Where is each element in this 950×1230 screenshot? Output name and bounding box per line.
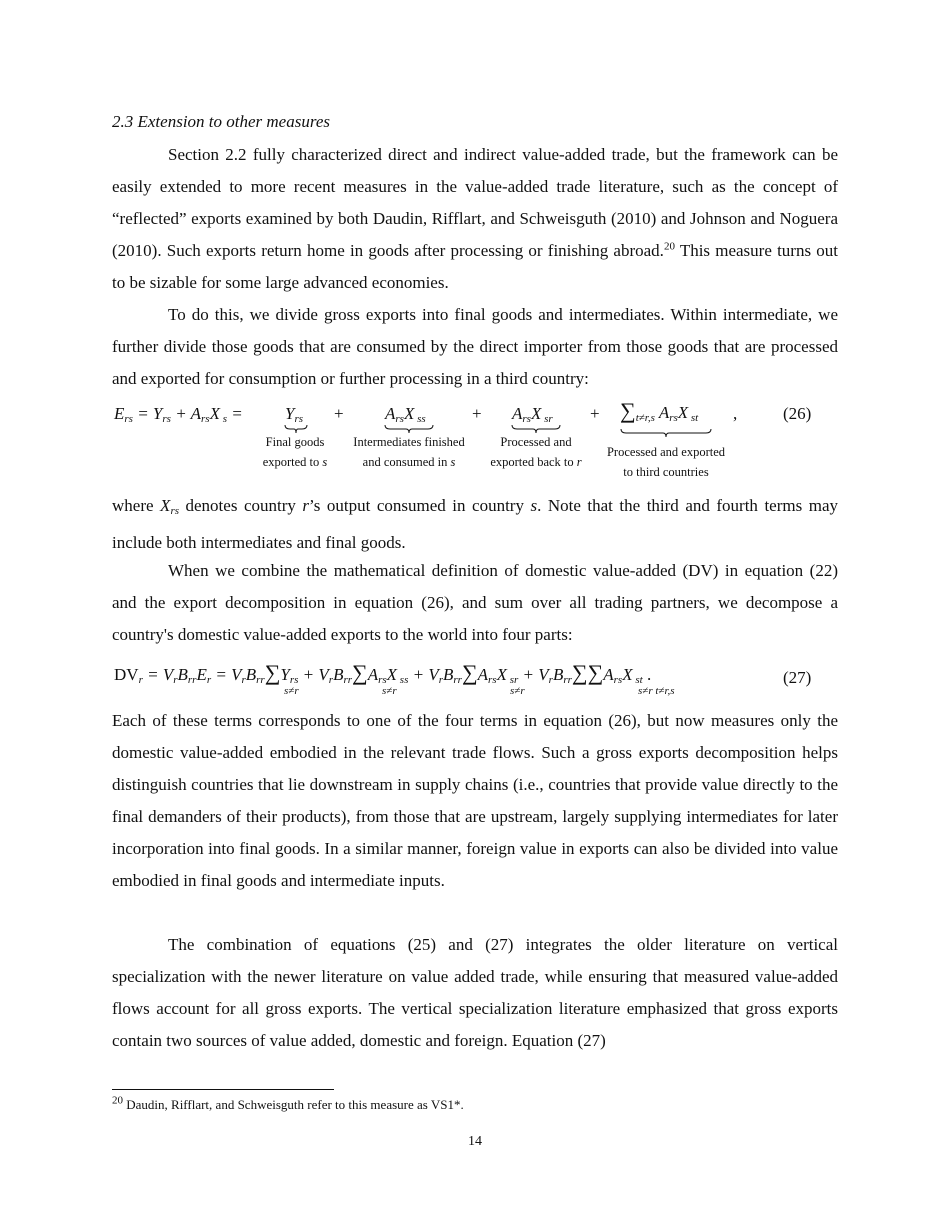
eq26-label-processed-third: Processed and exported to third countries bbox=[606, 445, 726, 479]
eq26-plus-2: + bbox=[472, 404, 482, 423]
eq27-sum-index-2: s≠r bbox=[382, 685, 397, 697]
eq26-comma: , bbox=[733, 404, 738, 423]
paragraph-3: where $X_{rs}$ denotes country r’s output consumed in country s. Note that the third and fourth terms may include both intermediates and final goods. bbox=[112, 496, 838, 552]
eq26-term-intermediates: $A_{rs}X$ $_{ss}$ bbox=[385, 404, 426, 425]
paragraph-4: When we combine the mathematical definition of domestic value-added (DV) in equation (22) and the export decomposition in equation (26), and sum over all trading partners, we decompose a country's domestic value-added exports to the world into four parts: bbox=[112, 561, 838, 644]
footnote-20: $^{20}$ Daudin, Rifflart, and Schweisguth refer to this measure as VS1*. bbox=[112, 1094, 464, 1112]
eq26-label-intermediates: Intermediates finished and consumed in s bbox=[353, 435, 465, 469]
eq26-term-processed-third: $\sum_{t\ne r,s}$ $A_{rs}X$ $_{st}$ bbox=[620, 398, 699, 424]
eq27-number: (27) bbox=[783, 668, 812, 687]
paragraph-1-text-a: Section 2.2 fully characterized direct and indirect value-added trade, but the framework can be easily extended to more recent measures in the value-added trade literature, such as the concept of “reflected” exports examined by both Daudin, Rifflart, and Schweisguth (2010) and Johnson and Noguera (2010). Such exports return home in goods after processing or finishing abroad. bbox=[112, 145, 838, 260]
eq26-label-processed-back: Processed and exported back to r bbox=[490, 435, 582, 469]
eq26-term-processed-back: $A_{rs}X$ $_{sr}$ bbox=[512, 404, 553, 425]
eq27-body: $DV_r = V_rB_{rr}E_r = V_rB_{rr}\sum Y_{rs} + V_rB_{rr}\sum A_{rs}X$ $_{ss} + V_rB_{rr}\sum A_{rs}X$ $_{sr} + V_rB_{rr}\sum\sum A_{rs}X$ $_{st}$ . bbox=[114, 660, 652, 686]
page-number: 14 bbox=[468, 1134, 482, 1149]
paragraph-1 bbox=[112, 139, 838, 299]
eq26-plus-3: + bbox=[590, 404, 600, 423]
eq26-lhs: $E_{rs} = Y_{rs} + A_{rs}X$ $_s$ = bbox=[114, 404, 243, 425]
eq27-sum-index-3: s≠r bbox=[510, 685, 525, 697]
footnote-ref-20[interactable]: 20 bbox=[663, 240, 675, 253]
eq26-term-final: $Y_{rs}$ bbox=[285, 404, 304, 425]
eq27-sum-index-4: s≠r t≠r,s bbox=[638, 685, 675, 697]
eq26-label-final-goods: Final goods exported to s bbox=[262, 435, 328, 469]
paragraph-2: To do this, we divide gross exports into final goods and intermediates. Within intermediate, we further divide those goods that are consumed by the direct importer from those goods that are processed and exported for consumption or further processing in a third country: bbox=[112, 305, 838, 388]
eq26-plus-1: + bbox=[334, 404, 344, 423]
paragraph-5: Each of these terms corresponds to one of the four terms in equation (26), but now measures only the domestic value-added embodied in the relevant trade flows. Such a gross exports decomposition helps distinguish countries that lie downstream in supply chains (i.e., countries that provide value directly to the final demanders of their products), from those that are upstream, largely supplying intermediates for later incorporation into final goods. In a similar manner, foreign value in exports can also be divided into value embodied in final goods and intermediate inputs. bbox=[112, 711, 838, 890]
section-heading: 2.3 Extension to other measures bbox=[112, 112, 330, 131]
footnote-separator bbox=[112, 1089, 334, 1090]
paragraph-1-text-b: This measure turns out to be sizable for some large advanced economies. bbox=[112, 241, 838, 292]
eq26-number: (26) bbox=[783, 404, 812, 423]
paragraph-6: The combination of equations (25) and (27) integrates the older literature on vertical specialization with the newer literature on value added trade, while ensuring that measured value-added flows account for all gross exports. The vertical specialization literature emphasized that gross exports contain two sources of value added, domestic and foreign. Equation (27) bbox=[112, 935, 838, 1050]
eq26-underbrace-4 bbox=[620, 428, 712, 438]
eq27-sum-index-1: s≠r bbox=[284, 685, 299, 697]
